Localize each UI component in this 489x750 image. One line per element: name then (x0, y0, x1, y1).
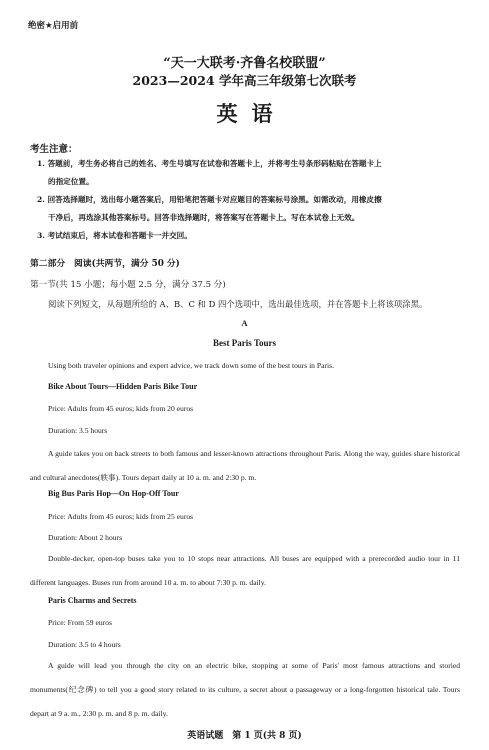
passage-label: A (241, 318, 248, 328)
notice-item-1-line1: 1. 答题前，考生务必将自己的姓名、考生号填写在试卷和答题卡上，并将考生号条形码粘贴在答题卡上 (37, 159, 382, 168)
tour-3-price: Price: From 59 euros (48, 618, 112, 627)
passage-title: Best Paris Tours (212, 338, 276, 348)
passage-intro: Using both traveler opinions and expert advice, we track down some of the best tours in Paris. (48, 361, 334, 370)
notice-item-2-line1: 2. 回答选择题时，选出每小题答案后，用铅笔把答题卡对应题目的答案标号涂黑。如需改动，用橡皮擦 (37, 195, 382, 204)
secret-label: 绝密★启用前 (28, 21, 79, 31)
tour-2-price: Price: Adults from 45 euros; kids from 25 euros (48, 512, 194, 521)
page-footer: 英语试题 第 1 页(共 8 页) (187, 731, 302, 741)
tour-2-name: Big Bus Paris Hop—On Hop-Off Tour (48, 489, 179, 498)
tour-3-duration: Duration: 3.5 to 4 hours (48, 640, 121, 649)
subject-title: 英语 (216, 101, 287, 126)
exam-title-line1: “天一大联考·齐鲁名校联盟” (163, 56, 326, 71)
notice-item-1-line2: 的指定位置。 (48, 177, 94, 186)
tour-1-name: Bike About Tours—Hidden Paris Bike Tour (48, 382, 198, 391)
tour-2-duration: Duration: About 2 hours (48, 533, 123, 542)
notice-item-2-line2: 干净后，再选涂其他答案标号。回答非选择题时，将答案写在答题卡上。写在本试卷上无效。 (48, 213, 360, 222)
tour-3-description: A guide will lead you through the city on an electric bike, stopping at some of Paris' most famous attractions and storied monuments(纪念碑) to tell you a good story related to its culture, a secret about a passageway or a long-forgotten historical tale. Tours depart at 9 a. m., 2:30 p. m. and 8 p. m. daily. (30, 661, 460, 718)
notice-heading: 考生注意： (30, 144, 78, 155)
section1-heading: 第一节(共 15 小题；每小题 2.5 分，满分 37.5 分) (30, 280, 226, 290)
reading-instruction: 阅读下列短文，从每题所给的 A、B、C 和 D 四个选项中，选出最佳选项，并在答题卡上将该项涂黑。 (48, 299, 428, 309)
tour-1-price: Price: Adults from 45 euros; kids from 20 euros (48, 404, 194, 413)
exam-title-line2: 2023—2024 学年高三年级第七次联考 (132, 73, 357, 88)
tour-2-description: Double-decker, open-top buses take you to 10 stops near attractions. All buses are equipped with a prerecorded audio tour in 11 different languages. Buses run from around 10 a. m. to about 7:30 p. m. daily. (30, 554, 460, 587)
part2-heading: 第二部分 阅读(共两节，满分 50 分) (30, 259, 180, 269)
tour-3-name: Paris Charms and Secrets (48, 596, 137, 605)
notice-item-3: 3. 考试结束后，将本试卷和答题卡一并交回。 (37, 231, 192, 240)
tour-1-description: A guide takes you on back streets to both famous and lesser-known attractions throughout Paris. Along the way, guides share historical and cultural anecdotes(轶事). Tours depart daily at 10 a. m. and 2:30 p. m. (30, 449, 460, 482)
tour-1-duration: Duration: 3.5 hours (48, 426, 108, 435)
